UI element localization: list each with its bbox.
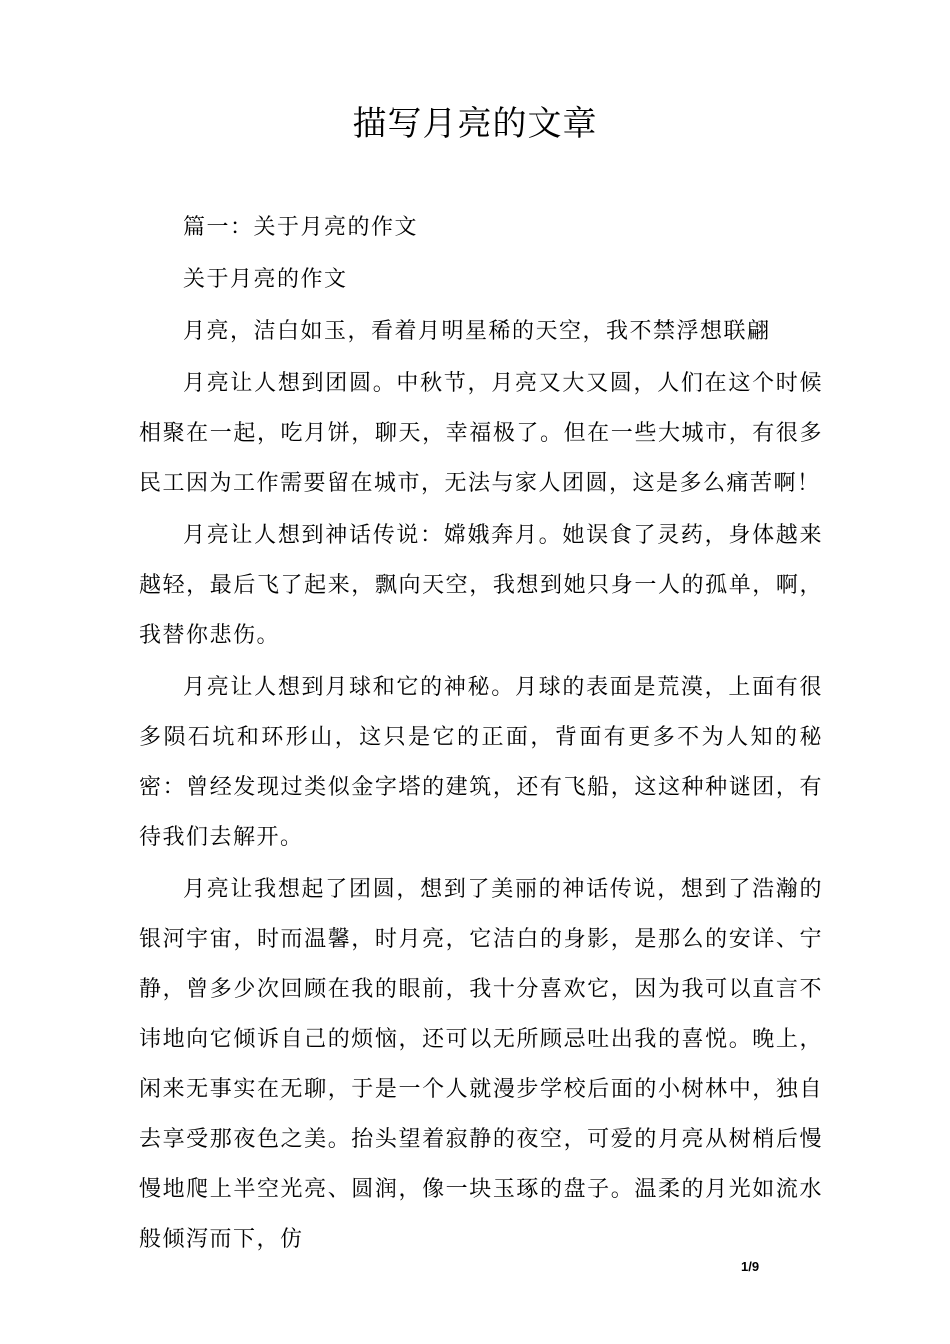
paragraph-reunion: 月亮让人想到团圆。中秋节，月亮又大又圆，人们在这个时候相聚在一起，吃月饼，聊天，幸福极了。但在一些大城市，有很多民工因为工作需要留在城市，无法与家人团圆，这是多么痛苦啊！ [139, 371, 823, 496]
document-title: 描写月亮的文章 [352, 104, 598, 144]
paragraph-legend: 月亮让人想到神话传说：嫦娥奔月。她误食了灵药，身体越来越轻，最后飞了起来，飘向天空，我想到她只身一人的孤单，啊，我替你悲伤。 [139, 523, 823, 648]
document-body [139, 203, 823, 1265]
paragraph-section-heading: 篇一：关于月亮的作文 [183, 215, 419, 240]
paragraph-night-walk: 月亮让我想起了团圆，想到了美丽的神话传说，想到了浩瀚的银河宇宙，时而温馨，时月亮，它洁白的身影，是那么的安详、宁静，曾多少次回顾在我的眼前，我十分喜欢它，因为我可以直言不讳地向它倾诉自己的烦恼，还可以无所顾忌吐出我的喜悦。晚上，闲来无事实在无聊，于是一个人就漫步学校后面的小树林中，独自去享受那夜色之美。抬头望着寂静的夜空，可爱的月亮从树梢后慢慢地爬上半空光亮、圆润，像一块玉琢的盘子。温柔的月光如流水般倾泻而下，仿 [139, 877, 823, 1252]
paragraph-mystery: 月亮让人想到月球和它的神秘。月球的表面是荒漠，上面有很多陨石坑和环形山，这只是它的正面，背面有更多不为人知的秘密：曾经发现过类似金字塔的建筑，还有飞船，这这种种谜团，有待我们去解开。 [139, 675, 823, 850]
page-number: 1/9 [741, 1259, 760, 1274]
paragraph-intro: 月亮，洁白如玉，看着月明星稀的天空，我不禁浮想联翩 [183, 319, 771, 344]
paragraph-essay-title: 关于月亮的作文 [183, 267, 348, 292]
